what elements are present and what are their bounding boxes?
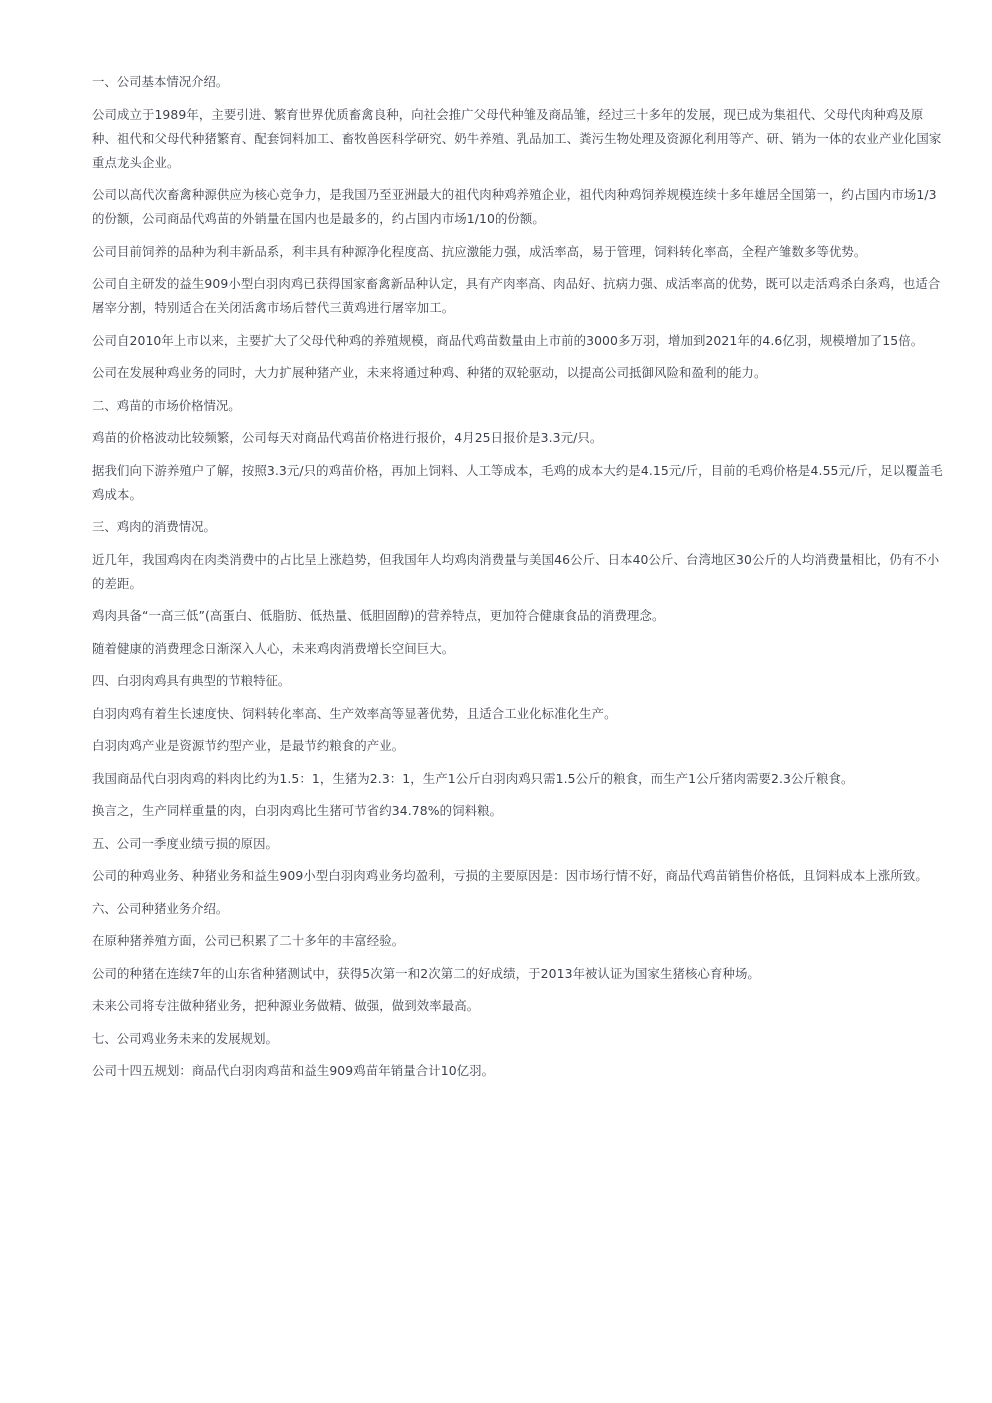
paragraph: 白羽肉鸡产业是资源节约型产业，是最节约粮食的产业。 [92, 738, 405, 753]
paragraph: 公司十四五规划：商品代白羽肉鸡苗和益生909鸡苗年销量合计10亿羽。 [92, 1063, 495, 1078]
paragraph: 公司自2010年上市以来，主要扩大了父母代种鸡的养殖规模，商品代鸡苗数量由上市前的3000多万羽，增加到2021年的4.6亿羽，规模增加了15倍。 [92, 332, 924, 348]
paragraph: 鸡苗的价格波动比较频繁，公司每天对商品代鸡苗价格进行报价，4月25日报价是3.3元/只。 [92, 430, 603, 445]
paragraph: 公司目前饲养的品种为利丰新品系，利丰具有种源净化程度高、抗应激能力强，成活率高，易于管理，饲料转化率高，全程产雏数多等优势。 [92, 243, 867, 259]
paragraph: 公司以高代次畜禽种源供应为核心竞争力，是我国乃至亚洲最大的祖代肉种鸡养殖企业，祖代肉种鸡饲养规模连续十多年雄居全国第一，约占国内市场1/3的份额，公司商品代鸡苗的外销量在国内也是最多的，约占国内市场1/10的份额。 [92, 187, 937, 226]
section-heading: 四、白羽肉鸡具有典型的节粮特征。 [92, 673, 291, 688]
section-heading: 一、公司基本情况介绍。 [92, 74, 229, 89]
paragraph: 未来公司将专注做种猪业务，把种源业务做精、做强，做到效率最高。 [92, 998, 480, 1013]
section-heading: 七、公司鸡业务未来的发展规划。 [92, 1030, 278, 1046]
paragraph: 公司在发展种鸡业务的同时，大力扩展种猪产业，未来将通过种鸡、种猪的双轮驱动，以提高公司抵御风险和盈利的能力。 [92, 365, 767, 380]
section-heading: 三、鸡肉的消费情况。 [92, 519, 216, 534]
paragraph: 公司自主研发的益生909小型白羽肉鸡已获得国家畜禽新品种认定，具有产肉率高、肉品好、抗病力强、成活率高的优势，既可以走活鸡杀白条鸡，也适合屠宰分割，特别适合在关闭活禽市场后替代三黄鸡进行屠宰加工。 [92, 276, 941, 315]
paragraph: 公司成立于1989年，主要引进、繁育世界优质畜禽良种，向社会推广父母代种雏及商品雏，经过三十多年的发展，现已成为集祖代、父母代肉种鸡及原种、祖代和父母代种猪繁育、配套饲料加工、畜牧兽医科学研究、奶牛养殖、乳品加工、粪污生物处理及资源化利用等产、研、销为一体的农业产业化国家重点龙头企业。 [92, 106, 942, 170]
paragraph: 鸡肉具备“一高三低”(高蛋白、低脂肪、低热量、低胆固醇)的营养特点，更加符合健康食品的消费理念。 [92, 608, 665, 623]
paragraph: 公司的种鸡业务、种猪业务和益生909小型白羽肉鸡业务均盈利，亏损的主要原因是：因市场行情不好，商品代鸡苗销售价格低，且饲料成本上涨所致。 [92, 868, 928, 883]
paragraph: 据我们向下游养殖户了解，按照3.3元/只的鸡苗价格，再加上饲料、人工等成本，毛鸡的成本大约是4.15元/斤，目前的毛鸡价格是4.55元/斤，足以覆盖毛鸡成本。 [92, 462, 943, 502]
section-heading: 六、公司种猪业务介绍。 [92, 900, 229, 916]
section-heading: 二、鸡苗的市场价格情况。 [92, 397, 241, 413]
paragraph: 白羽肉鸡有着生长速度快、饲料转化率高、生产效率高等显著优势，且适合工业化标准化生产。 [92, 705, 617, 721]
document-body [92, 70, 944, 1092]
paragraph: 随着健康的消费理念日渐深入人心，未来鸡肉消费增长空间巨大。 [92, 640, 455, 656]
paragraph: 在原种猪养殖方面，公司已积累了二十多年的丰富经验。 [92, 933, 405, 948]
paragraph: 我国商品代白羽肉鸡的料肉比约为1.5：1，生猪为2.3：1，生产1公斤白羽肉鸡只需1.5公斤的粮食，而生产1公斤猪肉需要2.3公斤粮食。 [92, 770, 854, 786]
section-heading: 五、公司一季度业绩亏损的原因。 [92, 835, 278, 851]
paragraph: 换言之，生产同样重量的肉，白羽肉鸡比生猪可节省约34.78%的饲料粮。 [92, 803, 503, 818]
paragraph: 公司的种猪在连续7年的山东省种猪测试中，获得5次第一和2次第二的好成绩，于2013年被认证为国家生猪核心育种场。 [92, 965, 760, 981]
paragraph: 近几年，我国鸡肉在肉类消费中的占比呈上涨趋势，但我国年人均鸡肉消费量与美国46公斤、日本40公斤、台湾地区30公斤的人均消费量相比，仍有不小的差距。 [92, 551, 940, 591]
